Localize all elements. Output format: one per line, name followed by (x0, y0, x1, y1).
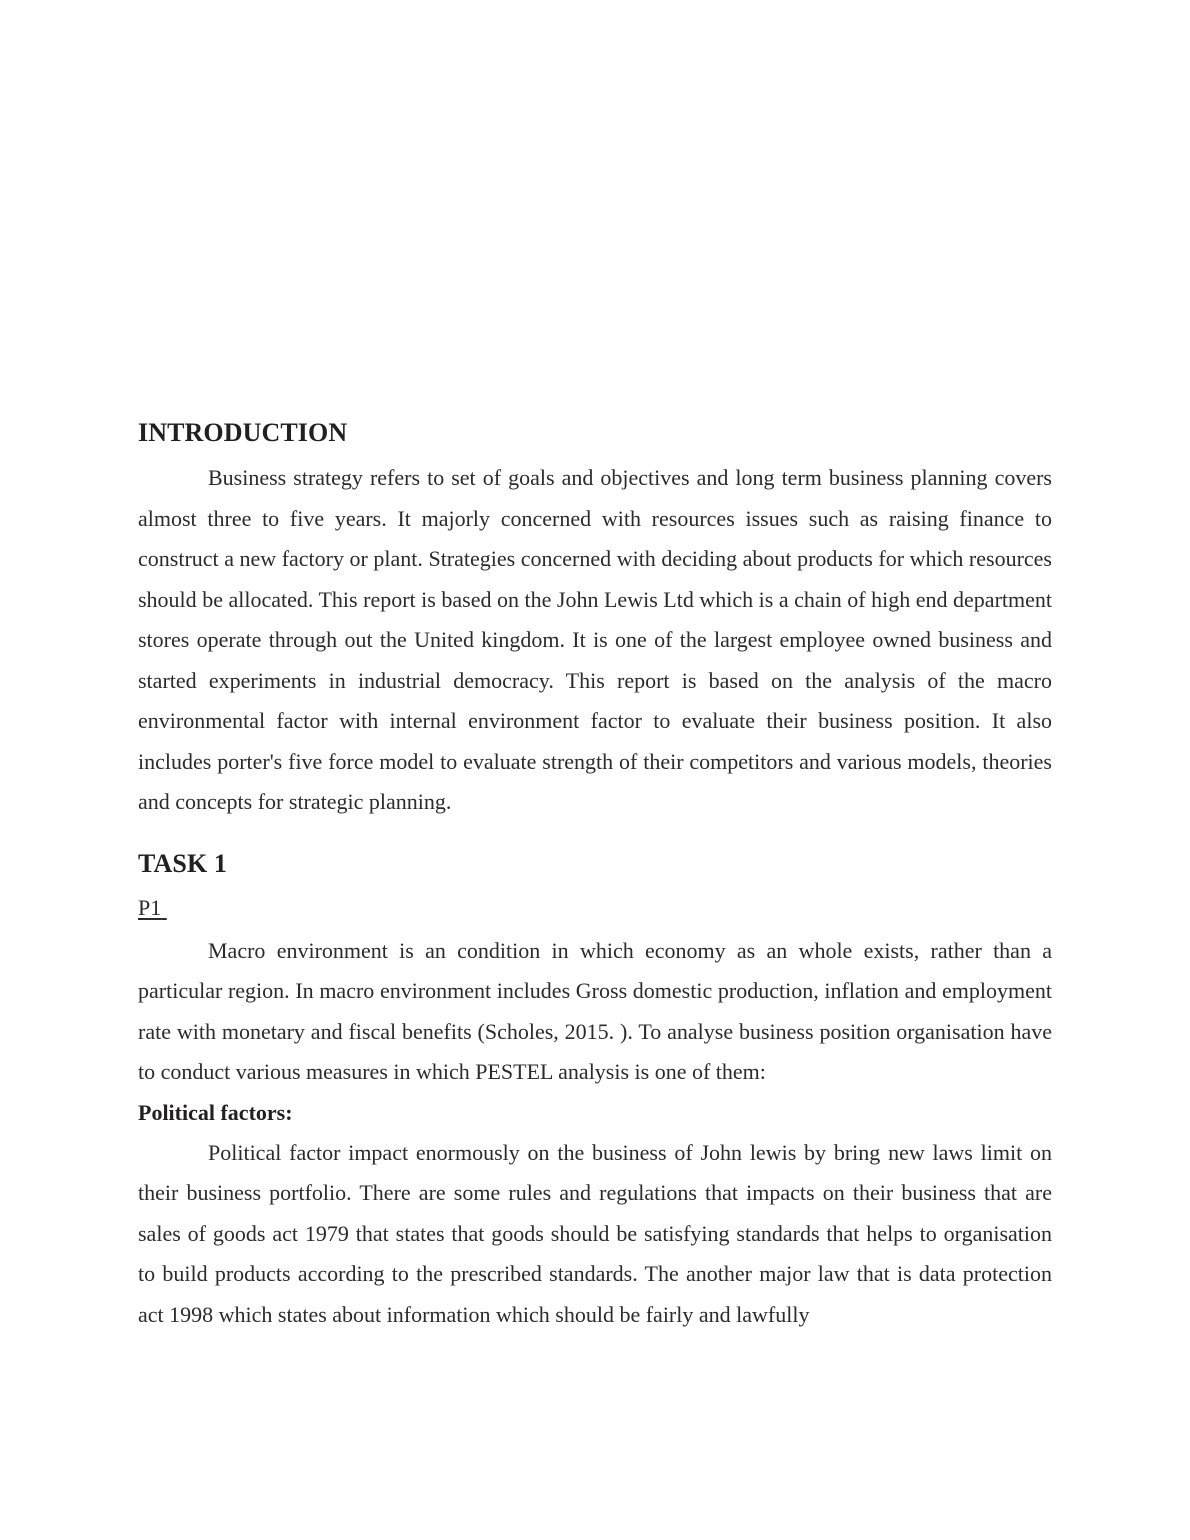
subheading-p1-label: P1 (138, 894, 162, 920)
paragraph-introduction: Business strategy refers to set of goals and objectives and long term business planning covers almost three to five years. It majorly concerned with resources issues such as raising finance to construct a new factory or plant. Strategies concerned with deciding about products for which resources should be allocated. This report is based on the John Lewis Ltd which is a chain of high end department stores operate through out the United kingdom. It is one of the largest employee owned business and started experiments in industrial democracy. This report is based on the analysis of the macro environmental factor with internal environment factor to evaluate their business position. It also includes porter's five force model to evaluate strength of their competitors and various models, theories and concepts for strategic planning. (138, 465, 1052, 814)
subheading-p1-trailing-space (161, 895, 167, 920)
paragraph-macro-environment: Macro environment is an condition in which economy as an whole exists, rather than a particular region. In macro environment includes Gross domestic production, inflation and employment rate with monetary and fiscal benefits (Scholes, 2015. ). To analyse business position organisation have to conduct various measures in which PESTEL analysis is one of them: (138, 937, 1052, 1084)
paragraph-political-factors: Political factor impact enormously on the business of John lewis by bring new laws limit on their business portfolio. There are some rules and regulations that impacts on their business that are sales of goods act 1979 that states that goods should be satisfying standards that helps to organisation to build products according to the prescribed standards. The another major law that is data protection act 1998 which states about information which should be fairly and lawfully (138, 1139, 1052, 1327)
subheading-p1 (138, 891, 1052, 925)
section-heading-task-1: TASK 1 (138, 848, 227, 878)
bold-lead-political-factors: Political factors: (138, 1099, 293, 1125)
page-title-introduction: INTRODUCTION (138, 418, 348, 447)
document-content (138, 416, 1052, 1335)
